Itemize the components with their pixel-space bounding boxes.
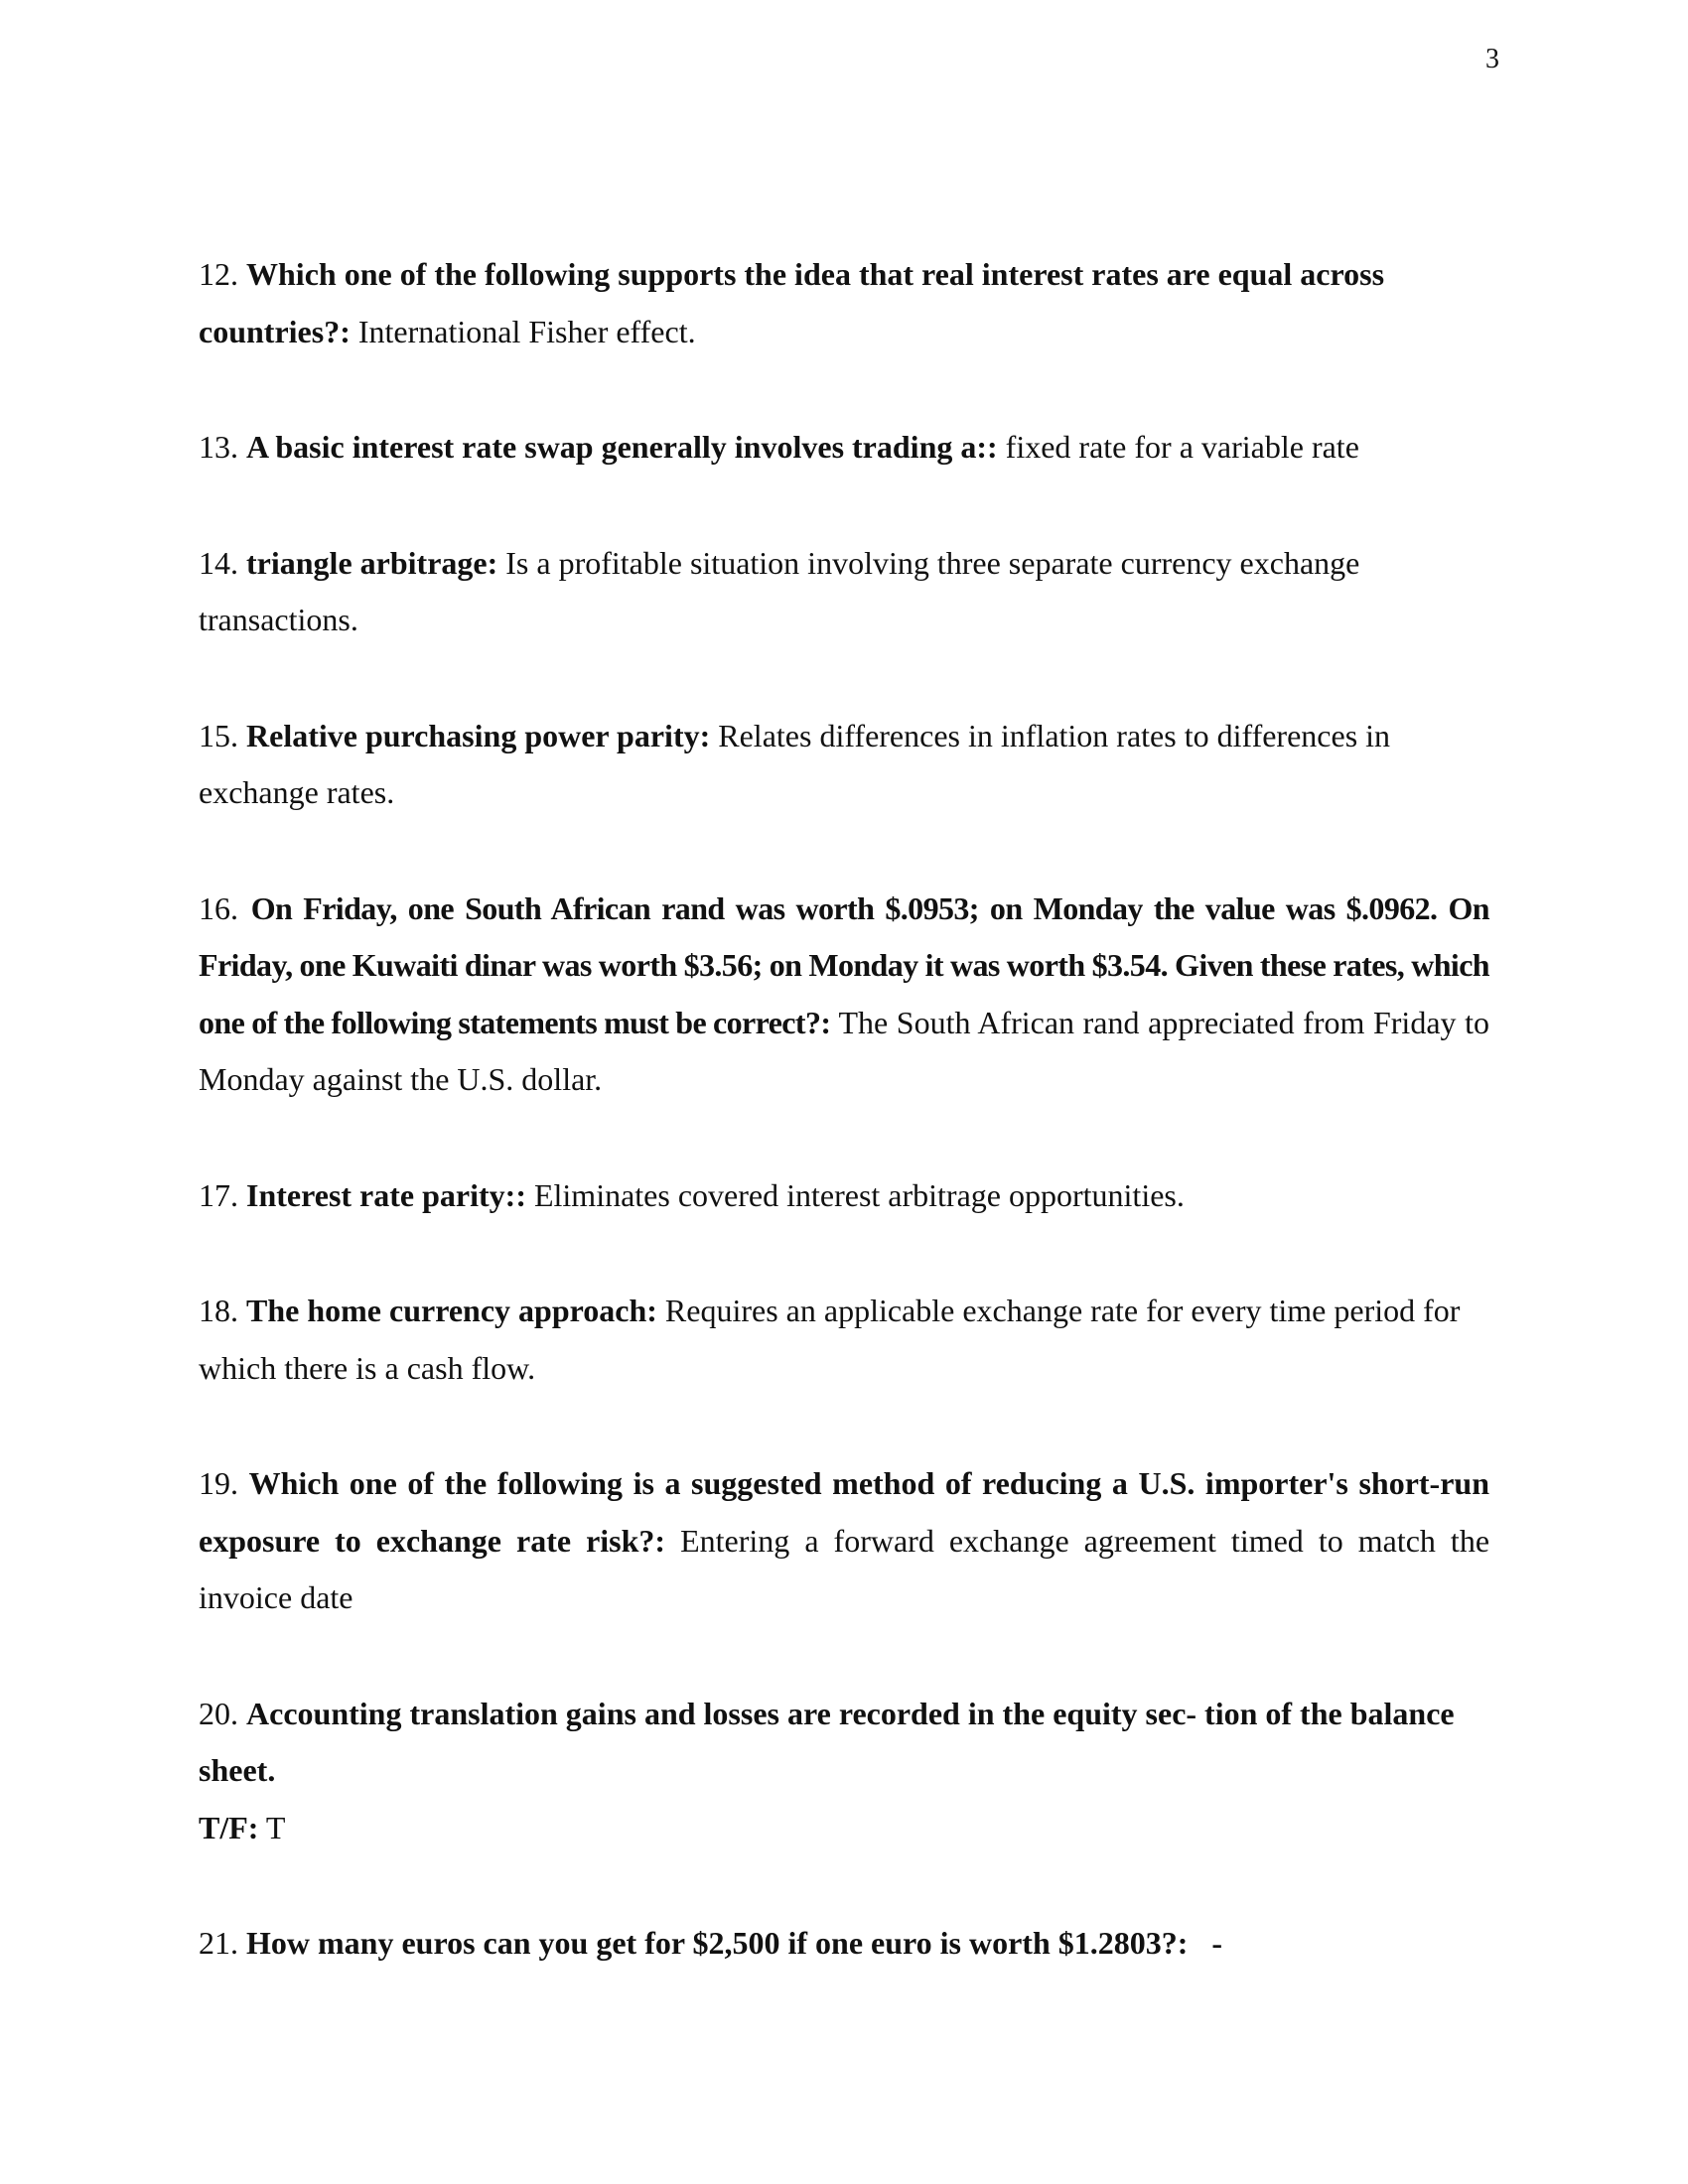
question-number: 14. (199, 544, 238, 581)
question-text: Accounting translation gains and losses are recorded in the equity sec- tion of the balance sheet. (199, 1695, 1455, 1788)
answer-text: fixed rate for a variable rate (1005, 429, 1359, 465)
true-false-line (199, 1800, 1489, 1857)
question-number: 17. (199, 1176, 238, 1213)
answer-text: Eliminates covered interest arbitrage opportunities. (533, 1176, 1185, 1213)
question-text: The home currency approach: (246, 1293, 657, 1328)
question-item-13 (199, 419, 1489, 477)
question-item-12 (199, 246, 1489, 360)
question-text: Relative purchasing power parity: (246, 717, 711, 753)
question-item-14 (199, 535, 1489, 649)
question-item-21 (199, 1915, 1489, 1973)
page-number: 3 (1485, 44, 1499, 74)
answer-text: Entering a forward exchange agreement timed to match the invoice date (199, 1522, 1490, 1615)
question-text: A basic interest rate swap generally involves trading a:: (246, 429, 998, 465)
question-number: 18. (199, 1293, 238, 1328)
answer-text: Is a profitable situation involving three separate currency exchange transactions. (199, 544, 1360, 637)
question-item-18 (199, 1283, 1489, 1397)
question-number: 13. (199, 429, 238, 465)
question-item-19 (199, 1455, 1489, 1627)
answer-text: - (1211, 1925, 1223, 1961)
question-item-20 (199, 1686, 1489, 1857)
question-number: 12. (199, 256, 238, 292)
answer-text: The South African rand appreciated from Friday to Monday against the U.S. dollar. (199, 1004, 1490, 1097)
question-text: triangle arbitrage: (246, 544, 498, 581)
question-number: 21. (199, 1925, 238, 1961)
question-text: How many euros can you get for $2,500 if one euro is worth $1.2803?: (246, 1925, 1189, 1961)
question-text: Interest rate parity:: (246, 1176, 526, 1213)
answer-text: T (265, 1809, 286, 1845)
question-number: 16. (199, 889, 238, 926)
true-false-label: T/F: (199, 1809, 259, 1845)
question-item-15 (199, 708, 1489, 822)
question-list (199, 246, 1489, 2031)
question-text: On Friday, one South African rand was worth $.0953; on Monday the value was $.0962. On Friday, one Kuwaiti dinar was worth $3.56; on Monday it was worth $3.54. Given these rates, which one of the following statements must be correct?: (199, 889, 1489, 1040)
question-number: 19. (199, 1465, 238, 1501)
question-text: Which one of the following supports the idea that real interest rates are equal across countries?: (199, 256, 1385, 349)
answer-text: Requires an applicable exchange rate for every time period for which there is a cash flow. (199, 1293, 1461, 1386)
question-number: 15. (199, 717, 238, 753)
question-text: Which one of the following is a suggested method of reducing a U.S. importer's short-run exposure to exchange rate risk?: (199, 1465, 1490, 1559)
answer-text: International Fisher effect. (357, 313, 696, 349)
answer-text: Relates differences in inflation rates to differences in exchange rates. (199, 717, 1391, 810)
question-item-16 (199, 881, 1489, 1109)
question-number: 20. (199, 1695, 238, 1731)
question-item-17 (199, 1167, 1489, 1225)
